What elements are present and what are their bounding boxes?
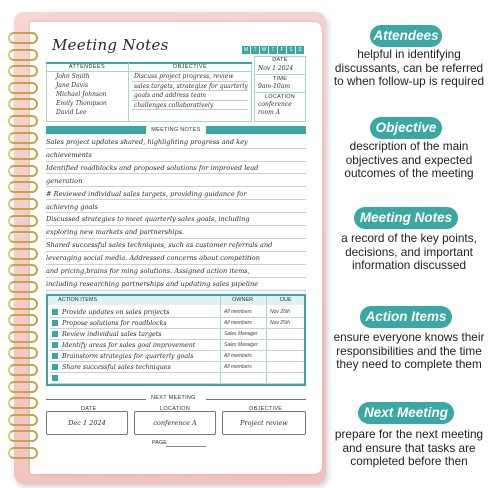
objective-line: challenges collaboratively bbox=[134, 101, 214, 109]
note-line: Sales project updates shared, highlighting progress and key bbox=[46, 136, 306, 149]
weekday-box[interactable]: T bbox=[251, 46, 259, 54]
checkbox-icon[interactable] bbox=[52, 353, 58, 359]
attendees-list bbox=[56, 72, 107, 117]
feature-description-line: they need to complete them bbox=[336, 357, 482, 371]
spiral-ring bbox=[8, 447, 38, 459]
owner-header: OWNER bbox=[232, 297, 254, 303]
spiral-ring bbox=[8, 181, 38, 193]
meeting-notes-header-label: MEETING NOTES bbox=[146, 126, 206, 134]
action-task: Identify areas for sales goal improvement bbox=[62, 342, 196, 349]
next-location-label: LOCATION bbox=[160, 406, 191, 412]
weekday-box[interactable]: T bbox=[269, 46, 277, 54]
spiral-ring bbox=[8, 231, 38, 243]
action-row bbox=[50, 307, 304, 318]
next-location-value: conference A bbox=[134, 411, 216, 435]
objective-line: Discuss project progress, review bbox=[134, 73, 234, 80]
spiral-ring bbox=[8, 430, 38, 442]
spiral-ring bbox=[8, 115, 38, 127]
feature-description bbox=[330, 331, 488, 372]
note-line: exploring new markets and partnerships. bbox=[46, 226, 306, 239]
action-owner: Sales Manager bbox=[224, 342, 258, 348]
rule-line bbox=[132, 81, 248, 82]
spiral-ring bbox=[8, 132, 38, 144]
divider bbox=[254, 92, 306, 93]
next-date-value: Dec 1 2024 bbox=[46, 411, 128, 435]
feature-description-line: and ensure that tasks are bbox=[342, 440, 476, 455]
weekday-selector bbox=[242, 46, 304, 54]
feature-description bbox=[330, 428, 488, 469]
action-owner: All members bbox=[224, 309, 252, 315]
action-due: Nov 25th bbox=[270, 309, 291, 315]
feature-pill: Action Items bbox=[360, 306, 452, 328]
objective-header: OBJECTIVE bbox=[128, 63, 252, 72]
spiral-ring bbox=[8, 364, 38, 376]
spiral-ring bbox=[8, 98, 38, 110]
feature-description-line: prepare for the next meeting bbox=[334, 427, 484, 441]
checkbox-icon[interactable] bbox=[52, 364, 58, 370]
note-line: Identified roadblocks and proposed solutions for improved lead bbox=[46, 162, 306, 175]
attendee-name: Emily Thompson bbox=[56, 100, 107, 107]
spiral-ring bbox=[8, 82, 38, 94]
feature-description-line: ensure everyone knows their bbox=[333, 330, 485, 344]
attendees-header: ATTENDEES bbox=[46, 63, 128, 72]
feature-pill: Meeting Notes bbox=[354, 207, 458, 229]
date-value: Nov 1 2024 bbox=[258, 65, 294, 72]
date-label: DATE bbox=[272, 57, 288, 63]
rule-line bbox=[132, 90, 248, 91]
checkbox-icon[interactable] bbox=[52, 309, 58, 315]
action-task: Share successful sales techniques bbox=[62, 364, 171, 371]
feature-pill: Attendees bbox=[370, 25, 442, 47]
feature-description-line: decisions, and important bbox=[345, 244, 473, 259]
action-row bbox=[50, 362, 304, 373]
action-items-table bbox=[46, 294, 306, 386]
spiral-ring bbox=[8, 198, 38, 210]
next-objective-value: Project review bbox=[222, 411, 306, 435]
rule-line bbox=[132, 109, 248, 110]
rule-line bbox=[132, 100, 248, 101]
feature-description-line: to when follow-up is required bbox=[333, 74, 485, 88]
note-line: Discussed strategies to meet quarterly sales goals, including bbox=[46, 213, 306, 226]
feature-description-line: discussants, can be referred bbox=[334, 60, 484, 75]
checkbox-icon[interactable] bbox=[52, 331, 58, 337]
weekday-box[interactable]: M bbox=[243, 47, 249, 53]
spiral-ring bbox=[8, 347, 38, 359]
action-due: Nov 25th bbox=[270, 320, 291, 326]
feature-description bbox=[330, 48, 488, 89]
time-value: 9am-10am bbox=[258, 83, 291, 90]
divider bbox=[254, 74, 306, 75]
spiral-binding bbox=[8, 32, 42, 472]
location-label: LOCATION bbox=[264, 94, 296, 100]
spiral-ring bbox=[8, 32, 38, 44]
next-objective-label: OBJECTIVE bbox=[249, 406, 283, 412]
spiral-ring bbox=[8, 314, 38, 326]
weekday-box[interactable]: S bbox=[287, 46, 295, 54]
action-row bbox=[50, 373, 304, 384]
location-value: conference bbox=[258, 101, 292, 108]
note-line: # Reviewed individual sales targets, providing guidance for bbox=[46, 188, 306, 201]
feature-description-line: responsibilities and the time bbox=[336, 343, 482, 358]
feature-description-line: objectives and expected bbox=[345, 152, 473, 167]
spiral-ring bbox=[8, 165, 38, 177]
spiral-ring bbox=[8, 281, 38, 293]
action-row bbox=[50, 318, 304, 329]
objective-text bbox=[134, 72, 250, 110]
spiral-ring bbox=[8, 414, 38, 426]
spiral-ring bbox=[8, 331, 38, 343]
checkbox-icon[interactable] bbox=[52, 320, 58, 326]
spiral-ring bbox=[8, 215, 38, 227]
due-header: DUE bbox=[280, 297, 292, 303]
attendee-name: David Lee bbox=[56, 109, 87, 116]
spiral-ring bbox=[8, 49, 38, 61]
weekday-box[interactable]: F bbox=[278, 46, 286, 54]
rule-line bbox=[206, 399, 306, 400]
weekday-box[interactable]: W bbox=[261, 47, 267, 53]
time-label: TIME bbox=[272, 76, 288, 82]
action-task: Provide updates on sales projects bbox=[62, 309, 170, 316]
spiral-ring bbox=[8, 248, 38, 260]
note-line: Shared successful sales techniques, such as customer referrals and bbox=[46, 239, 306, 252]
action-owner: Sales Manager bbox=[224, 331, 258, 337]
meeting-notes-header bbox=[46, 126, 306, 134]
next-meeting-label: NEXT MEETING bbox=[151, 395, 196, 401]
spiral-ring bbox=[8, 65, 38, 77]
checkbox-icon[interactable] bbox=[52, 342, 58, 348]
feature-description-line: a record of the key points, bbox=[341, 231, 477, 245]
note-line: including researching partnerships and updating sales pipeline bbox=[46, 278, 306, 291]
page-number-line bbox=[166, 446, 206, 447]
location-value-2: room A bbox=[258, 109, 281, 116]
note-line: achieving goals bbox=[46, 201, 306, 214]
note-line: achievements bbox=[46, 149, 306, 162]
objective-line: sales targets, strategize for quarterly bbox=[134, 82, 248, 90]
checkbox-icon[interactable] bbox=[52, 375, 58, 381]
note-line: leveraging social media. Addressed concerns about competition bbox=[46, 252, 306, 265]
divider bbox=[128, 63, 129, 121]
action-owner: All members bbox=[224, 353, 252, 359]
page-number-label: PAGE bbox=[152, 440, 167, 446]
feature-description-line: information discussed bbox=[351, 258, 467, 272]
weekday-box[interactable]: S bbox=[296, 46, 304, 54]
attendee-name: Michael Johnson bbox=[56, 91, 107, 98]
note-line: and pricing,brains for ming solutions. Assigned action items, bbox=[46, 265, 306, 278]
feature-description-line: helpful in identifying bbox=[357, 47, 461, 61]
action-task: Propose solutions for roadblocks bbox=[62, 320, 167, 327]
note-line: generation bbox=[46, 175, 306, 188]
spiral-ring bbox=[8, 148, 38, 160]
rule-line bbox=[46, 399, 146, 400]
action-owner: All members bbox=[224, 320, 252, 326]
feature-description-line: completed before then bbox=[350, 454, 468, 468]
next-date-label: DATE bbox=[81, 406, 97, 412]
spiral-ring bbox=[8, 381, 38, 393]
action-row bbox=[50, 340, 304, 351]
feature-description bbox=[330, 140, 488, 181]
action-task: Brainstorm strategies for quarterly goals bbox=[62, 353, 194, 360]
attendee-name: John Smith bbox=[56, 73, 90, 80]
action-items-header: ACTION ITEMS bbox=[58, 297, 98, 303]
objective-line: goals and address team bbox=[134, 92, 207, 99]
action-row bbox=[50, 351, 304, 362]
feature-description-line: outcomes of the meeting bbox=[344, 166, 474, 180]
page-title: Meeting Notes bbox=[52, 36, 169, 54]
action-owner: All members bbox=[224, 364, 252, 370]
spiral-ring bbox=[8, 397, 38, 409]
action-task: Review individual sales targets bbox=[62, 331, 162, 338]
feature-description-line: description of the main bbox=[349, 139, 469, 153]
spiral-ring bbox=[8, 298, 38, 310]
feature-pill: Objective bbox=[370, 117, 442, 139]
feature-pill: Next Meeting bbox=[358, 402, 454, 424]
feature-description bbox=[330, 232, 488, 273]
attendee-name: Jane Davis bbox=[56, 82, 89, 89]
action-row bbox=[50, 329, 304, 340]
spiral-ring bbox=[8, 264, 38, 276]
